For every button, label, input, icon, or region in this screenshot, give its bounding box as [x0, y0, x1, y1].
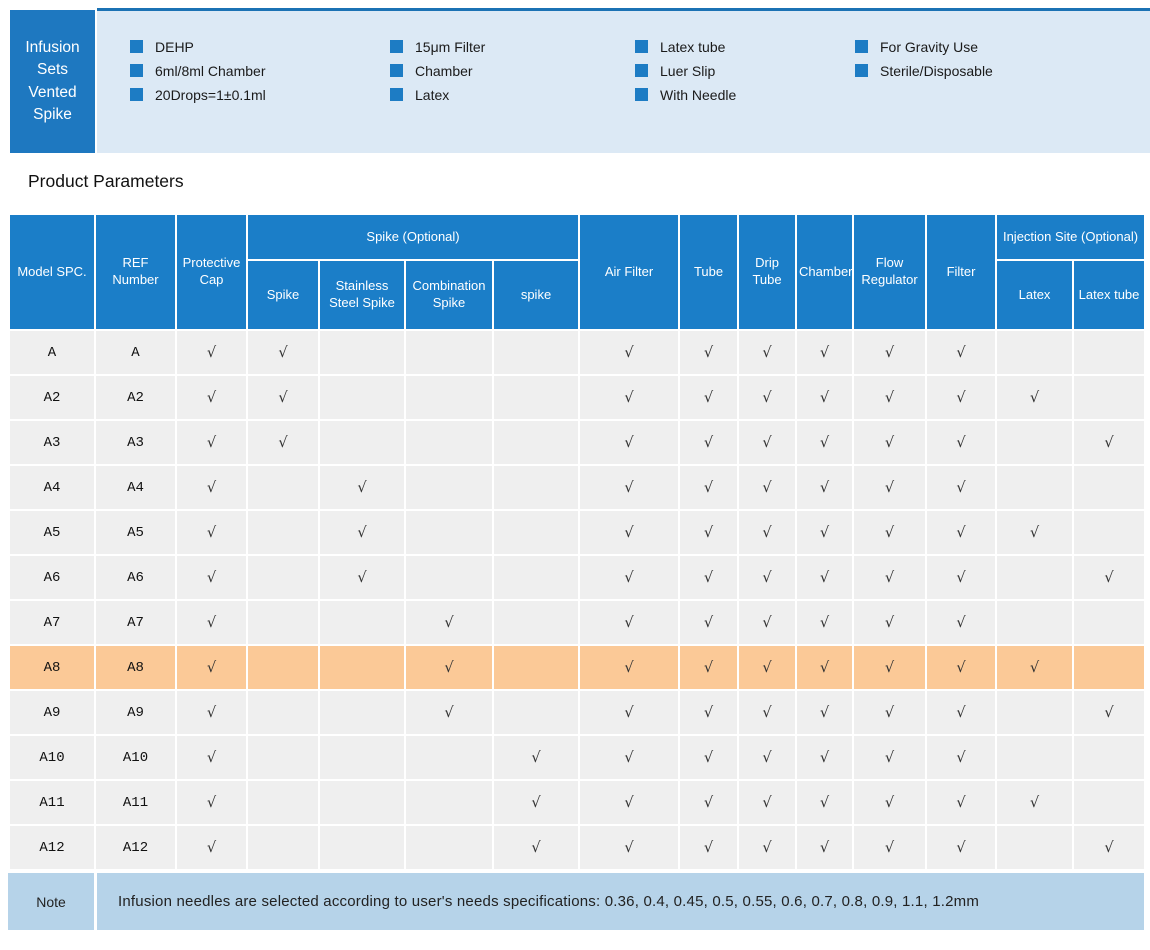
check-cell: √ [853, 420, 926, 465]
check-cell [247, 690, 319, 735]
check-cell: √ [796, 330, 853, 375]
check-cell [405, 735, 493, 780]
table-row [9, 690, 1145, 735]
model-cell: A9 [9, 690, 95, 735]
check-cell: √ [493, 735, 579, 780]
check-cell: √ [679, 690, 738, 735]
model-cell: A3 [9, 420, 95, 465]
col-header-latex-tube: Latex tube [1073, 260, 1145, 330]
check-cell [319, 420, 405, 465]
product-title: Infusion Sets Vented Spike [25, 38, 80, 123]
table-row [9, 735, 1145, 780]
check-cell [996, 555, 1073, 600]
check-cell [247, 555, 319, 600]
bullet-square-icon [635, 88, 648, 101]
check-cell: √ [853, 465, 926, 510]
col-header-spike: Spike [247, 260, 319, 330]
col-header-latex: Latex [996, 260, 1073, 330]
model-cell: A2 [9, 375, 95, 420]
check-cell: √ [405, 645, 493, 690]
model-cell: A11 [9, 780, 95, 825]
check-cell: √ [853, 600, 926, 645]
check-cell: √ [176, 510, 247, 555]
bullet-square-icon [390, 64, 403, 77]
note-label: Note [8, 873, 94, 930]
check-cell: √ [738, 330, 796, 375]
check-cell [405, 375, 493, 420]
col-header-protective-cap: Protective Cap [176, 214, 247, 330]
table-row [9, 780, 1145, 825]
feature-label: 20Drops=1±0.1ml [155, 86, 266, 103]
check-cell: √ [176, 330, 247, 375]
model-cell: A10 [9, 735, 95, 780]
check-cell: √ [493, 780, 579, 825]
table-row [9, 645, 1145, 690]
col-header-flow-regulator: Flow Regulator [853, 214, 926, 330]
feature-label: 6ml/8ml Chamber [155, 62, 266, 79]
check-cell: √ [738, 465, 796, 510]
check-cell [996, 825, 1073, 870]
check-cell: √ [996, 780, 1073, 825]
feature-item [855, 39, 993, 54]
check-cell: √ [926, 510, 996, 555]
check-cell: √ [579, 465, 679, 510]
check-cell [319, 375, 405, 420]
check-cell: √ [176, 600, 247, 645]
bullet-square-icon [855, 64, 868, 77]
feature-label: Chamber [415, 62, 473, 79]
check-cell: √ [926, 690, 996, 735]
bullet-square-icon [130, 40, 143, 53]
check-cell: √ [679, 510, 738, 555]
ref-cell: A7 [95, 600, 176, 645]
note-text: Infusion needles are selected according to user's needs specifications: 0.36, 0.4, 0.45, 0.5, 0.55, 0.6, 0.7, 0.8, 0.9, 1.1, 1.2mm [97, 873, 1144, 930]
check-cell: √ [247, 420, 319, 465]
check-cell: √ [579, 780, 679, 825]
note-row [8, 873, 1144, 930]
check-cell: √ [926, 825, 996, 870]
col-group-spike-optional: Spike (Optional) [247, 214, 579, 260]
check-cell: √ [796, 420, 853, 465]
check-cell [996, 735, 1073, 780]
check-cell: √ [579, 735, 679, 780]
check-cell [493, 510, 579, 555]
feature-label: For Gravity Use [880, 38, 979, 55]
check-cell: √ [579, 555, 679, 600]
table-row [9, 510, 1145, 555]
check-cell: √ [176, 465, 247, 510]
check-cell [319, 735, 405, 780]
check-cell: √ [1073, 555, 1145, 600]
check-cell [996, 465, 1073, 510]
bullet-square-icon [390, 40, 403, 53]
check-cell: √ [853, 690, 926, 735]
feature-column-3 [635, 39, 736, 111]
col-header-ref: REF Number [95, 214, 176, 330]
check-cell [405, 780, 493, 825]
check-cell: √ [319, 465, 405, 510]
ref-cell: A3 [95, 420, 176, 465]
table-row [9, 600, 1145, 645]
ref-cell: A10 [95, 735, 176, 780]
col-header-air-filter: Air Filter [579, 214, 679, 330]
check-cell: √ [738, 645, 796, 690]
col-header-stainless-steel-spike: Stainless Steel Spike [319, 260, 405, 330]
bullet-square-icon [855, 40, 868, 53]
check-cell: √ [579, 375, 679, 420]
ref-cell: A8 [95, 645, 176, 690]
check-cell: √ [176, 780, 247, 825]
check-cell: √ [579, 330, 679, 375]
check-cell [1073, 375, 1145, 420]
feature-label: Luer Slip [660, 62, 716, 79]
table-row [9, 375, 1145, 420]
check-cell: √ [1073, 420, 1145, 465]
check-cell [493, 375, 579, 420]
check-cell [493, 555, 579, 600]
check-cell [996, 690, 1073, 735]
check-cell [405, 510, 493, 555]
ref-cell: A5 [95, 510, 176, 555]
check-cell: √ [679, 645, 738, 690]
check-cell: √ [679, 555, 738, 600]
check-cell [319, 690, 405, 735]
check-cell: √ [679, 735, 738, 780]
product-title-box [10, 10, 95, 153]
check-cell: √ [796, 600, 853, 645]
check-cell: √ [319, 510, 405, 555]
check-cell: √ [926, 465, 996, 510]
check-cell: √ [679, 420, 738, 465]
check-cell: √ [926, 645, 996, 690]
check-cell: √ [176, 555, 247, 600]
feature-item [390, 39, 485, 54]
feature-label: Latex [415, 86, 450, 103]
check-cell: √ [679, 375, 738, 420]
col-header-model: Model SPC. [9, 214, 95, 330]
ref-cell: A9 [95, 690, 176, 735]
check-cell [493, 465, 579, 510]
feature-item [130, 39, 266, 54]
feature-item [855, 63, 993, 78]
check-cell [405, 465, 493, 510]
feature-column-2 [390, 39, 485, 111]
feature-item [635, 63, 736, 78]
product-parameters-table [8, 213, 1146, 871]
feature-item [130, 63, 266, 78]
check-cell: √ [796, 645, 853, 690]
feature-label: Latex tube [660, 38, 726, 55]
check-cell [996, 600, 1073, 645]
check-cell: √ [176, 825, 247, 870]
feature-item [635, 87, 736, 102]
check-cell: √ [679, 600, 738, 645]
feature-label: With Needle [660, 86, 737, 103]
check-cell [247, 780, 319, 825]
check-cell [405, 420, 493, 465]
check-cell: √ [853, 510, 926, 555]
ref-cell: A12 [95, 825, 176, 870]
check-cell: √ [738, 555, 796, 600]
check-cell: √ [853, 375, 926, 420]
feature-column-4 [855, 39, 993, 87]
check-cell: √ [738, 690, 796, 735]
check-cell: √ [247, 330, 319, 375]
check-cell [247, 600, 319, 645]
table-row [9, 420, 1145, 465]
check-cell: √ [579, 600, 679, 645]
check-cell: √ [996, 375, 1073, 420]
col-header-tube: Tube [679, 214, 738, 330]
check-cell [1073, 780, 1145, 825]
bullet-square-icon [635, 40, 648, 53]
check-cell [493, 690, 579, 735]
check-cell [247, 735, 319, 780]
model-cell: A7 [9, 600, 95, 645]
check-cell: √ [493, 825, 579, 870]
feature-label: Sterile/Disposable [880, 62, 993, 79]
check-cell: √ [579, 645, 679, 690]
bullet-square-icon [130, 88, 143, 101]
check-cell [1073, 330, 1145, 375]
check-cell: √ [926, 555, 996, 600]
table-row [9, 330, 1145, 375]
check-cell: √ [1073, 690, 1145, 735]
col-header-spike-lowercase: spike [493, 260, 579, 330]
check-cell: √ [1073, 825, 1145, 870]
feature-item [130, 87, 266, 102]
check-cell: √ [996, 510, 1073, 555]
table-row [9, 555, 1145, 600]
check-cell: √ [926, 780, 996, 825]
col-group-injection-site: Injection Site (Optional) [996, 214, 1145, 260]
col-header-chamber: Chamber [796, 214, 853, 330]
check-cell [1073, 735, 1145, 780]
feature-item [635, 39, 736, 54]
check-cell: √ [738, 510, 796, 555]
check-cell [247, 465, 319, 510]
check-cell: √ [579, 825, 679, 870]
check-cell [405, 330, 493, 375]
check-cell: √ [926, 600, 996, 645]
check-cell: √ [853, 645, 926, 690]
check-cell: √ [405, 690, 493, 735]
model-cell: A6 [9, 555, 95, 600]
check-cell [493, 600, 579, 645]
features-panel [97, 8, 1150, 153]
check-cell: √ [679, 465, 738, 510]
check-cell: √ [679, 825, 738, 870]
table-row [9, 825, 1145, 870]
check-cell: √ [853, 735, 926, 780]
check-cell: √ [853, 555, 926, 600]
feature-item [390, 63, 485, 78]
check-cell: √ [796, 735, 853, 780]
check-cell: √ [926, 420, 996, 465]
check-cell: √ [853, 330, 926, 375]
check-cell: √ [926, 330, 996, 375]
check-cell: √ [679, 780, 738, 825]
check-cell [319, 825, 405, 870]
check-cell [319, 780, 405, 825]
check-cell [319, 645, 405, 690]
check-cell: √ [796, 555, 853, 600]
ref-cell: A4 [95, 465, 176, 510]
model-cell: A12 [9, 825, 95, 870]
bullet-square-icon [130, 64, 143, 77]
check-cell: √ [176, 645, 247, 690]
check-cell: √ [738, 420, 796, 465]
check-cell [1073, 465, 1145, 510]
check-cell: √ [926, 735, 996, 780]
table-row [9, 465, 1145, 510]
check-cell: √ [796, 375, 853, 420]
check-cell: √ [996, 645, 1073, 690]
check-cell: √ [796, 510, 853, 555]
check-cell: √ [926, 375, 996, 420]
col-header-drip-tube: Drip Tube [738, 214, 796, 330]
check-cell: √ [738, 600, 796, 645]
ref-cell: A6 [95, 555, 176, 600]
col-header-combination-spike: Combination Spike [405, 260, 493, 330]
section-title: Product Parameters [28, 171, 184, 191]
check-cell [247, 645, 319, 690]
table-body [9, 330, 1145, 870]
check-cell [405, 555, 493, 600]
ref-cell: A2 [95, 375, 176, 420]
check-cell: √ [579, 510, 679, 555]
check-cell: √ [176, 735, 247, 780]
model-cell: A4 [9, 465, 95, 510]
check-cell: √ [796, 465, 853, 510]
check-cell [493, 420, 579, 465]
check-cell [405, 825, 493, 870]
check-cell: √ [796, 690, 853, 735]
check-cell [996, 420, 1073, 465]
check-cell [247, 825, 319, 870]
bullet-square-icon [635, 64, 648, 77]
feature-item [390, 87, 485, 102]
check-cell: √ [176, 690, 247, 735]
model-cell: A5 [9, 510, 95, 555]
check-cell: √ [796, 780, 853, 825]
check-cell [319, 330, 405, 375]
check-cell: √ [579, 420, 679, 465]
check-cell [319, 600, 405, 645]
check-cell [493, 330, 579, 375]
check-cell: √ [176, 375, 247, 420]
model-cell: A [9, 330, 95, 375]
feature-label: DEHP [155, 38, 194, 55]
check-cell [1073, 645, 1145, 690]
check-cell [1073, 600, 1145, 645]
check-cell: √ [853, 780, 926, 825]
check-cell: √ [796, 825, 853, 870]
feature-label: 15μm Filter [415, 38, 486, 55]
model-cell: A8 [9, 645, 95, 690]
check-cell [996, 330, 1073, 375]
check-cell: √ [738, 780, 796, 825]
check-cell [247, 510, 319, 555]
check-cell [493, 645, 579, 690]
ref-cell: A11 [95, 780, 176, 825]
feature-column-1 [130, 39, 266, 111]
check-cell: √ [738, 375, 796, 420]
check-cell [1073, 510, 1145, 555]
col-header-filter: Filter [926, 214, 996, 330]
check-cell: √ [738, 825, 796, 870]
check-cell: √ [738, 735, 796, 780]
check-cell: √ [579, 690, 679, 735]
check-cell: √ [405, 600, 493, 645]
ref-cell: A [95, 330, 176, 375]
bullet-square-icon [390, 88, 403, 101]
check-cell: √ [247, 375, 319, 420]
check-cell: √ [853, 825, 926, 870]
check-cell: √ [319, 555, 405, 600]
check-cell: √ [176, 420, 247, 465]
check-cell: √ [679, 330, 738, 375]
